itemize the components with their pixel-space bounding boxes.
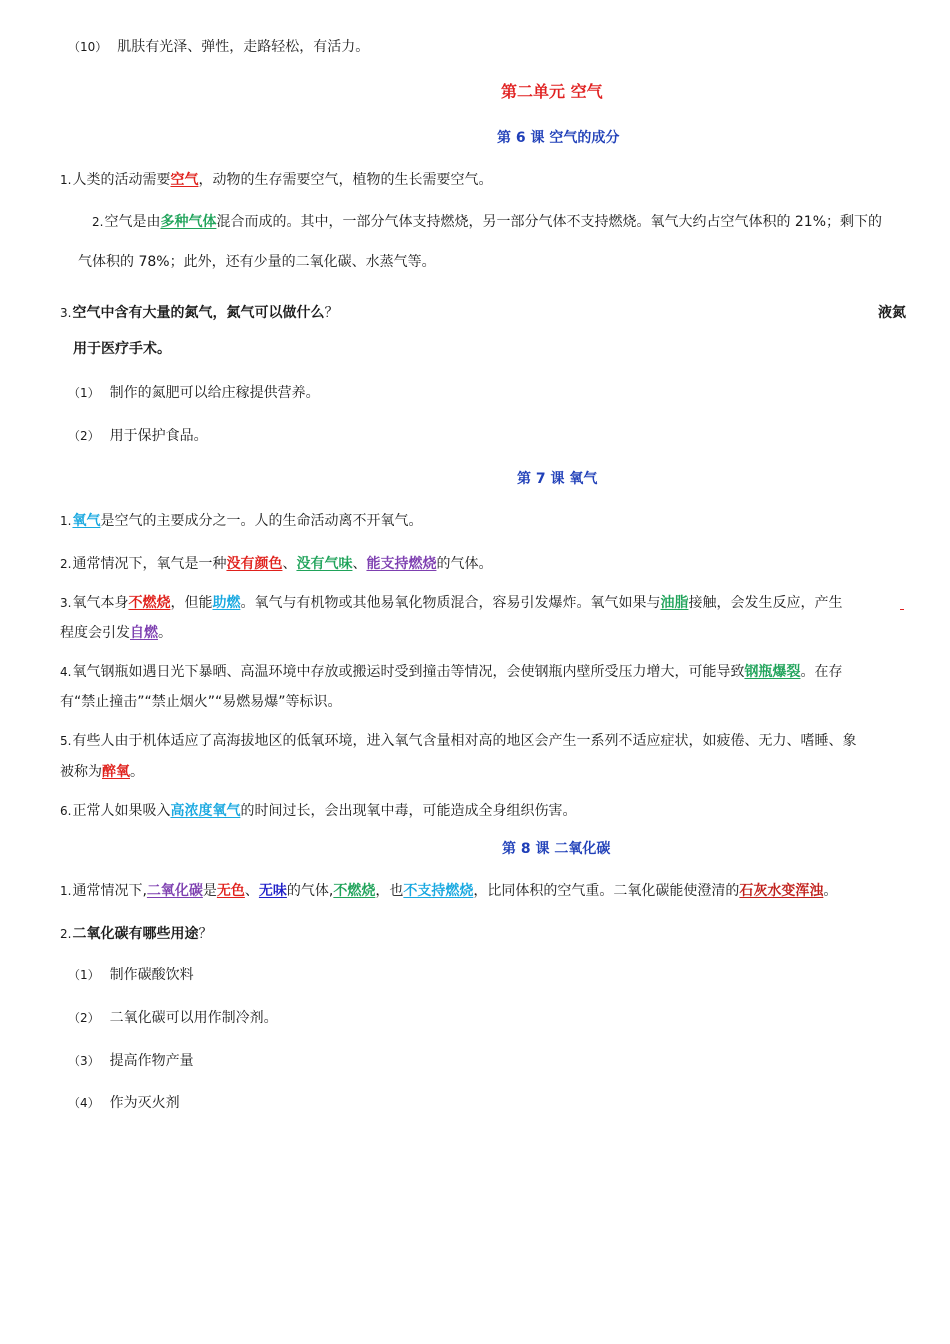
list-item xyxy=(68,1051,194,1071)
text: 通常情况下, xyxy=(72,883,147,899)
top-list-item xyxy=(68,37,369,57)
item-text: 提高作物产量 xyxy=(109,1053,194,1069)
list-item xyxy=(68,383,320,403)
para-number: 1. xyxy=(60,514,72,528)
keyword-colorless: 无色 xyxy=(216,883,245,899)
lesson7-para-1 xyxy=(60,511,422,531)
text: ，也 xyxy=(375,883,404,899)
text: 有些人由于机体适应了高海拔地区的低氧环境，进入氧气含量相对高的地区会产生一系列不适应症状，如疲倦、无力、嗜睡、象 xyxy=(72,733,857,749)
lesson7-para-6 xyxy=(60,801,576,821)
keyword-limewater-turbid: 石灰水变浑浊 xyxy=(739,883,824,899)
keyword-no-combustion-support: 不支持燃烧 xyxy=(403,883,474,899)
text: ，比同体积的空气重。二氧化碳能使澄清的 xyxy=(473,883,740,899)
lesson8-para-2 xyxy=(60,924,212,944)
lesson7-para-2 xyxy=(60,554,492,574)
text: 的气体。 xyxy=(436,556,493,572)
edit-mark xyxy=(900,609,904,610)
keyword-odorless: 没有气味 xyxy=(296,556,353,572)
text: 混合而成的。其中，一部分气体支持燃烧，另一部分气体不支持燃烧。氧气大约占空气体积的 21%；剩下的 xyxy=(216,214,883,230)
lesson7-title: 第 7 课 氧气 xyxy=(517,471,598,487)
text: 是 xyxy=(202,883,217,899)
para-number: 3. xyxy=(60,596,72,610)
item-text: 制作碳酸饮料 xyxy=(109,967,194,983)
lesson7-para-4 xyxy=(60,662,842,682)
question-mark: ？ xyxy=(198,926,213,942)
keyword-combustion-aid: 助燃 xyxy=(212,595,241,611)
lesson6-para-3 xyxy=(60,303,338,323)
item-number: （3） xyxy=(68,1054,100,1068)
keyword-carbon-dioxide: 二氧化碳 xyxy=(146,883,203,899)
para-number: 4. xyxy=(60,665,72,679)
para-number: 1. xyxy=(60,884,72,898)
keyword-oxygen: 氧气 xyxy=(72,513,101,529)
keyword-cylinder-burst: 钢瓶爆裂 xyxy=(744,664,801,680)
lesson7-para-4-cont: 有“禁止撞击”“禁止烟火”“易燃易爆”等标识。 xyxy=(60,694,342,710)
item-number: （2） xyxy=(68,429,100,443)
para-number: 2. xyxy=(60,557,72,571)
text: 。氧气与有机物或其他易氧化物质混合，容易引发爆炸。氧气如果与 xyxy=(240,595,661,611)
para-number: 5. xyxy=(60,734,72,748)
text: ，但能 xyxy=(170,595,213,611)
lesson6-para-2-cont: 气体积的 78%；此外，还有少量的二氧化碳、水蒸气等。 xyxy=(78,254,436,270)
keyword-air: 空气 xyxy=(170,172,199,188)
list-item xyxy=(68,1008,278,1028)
text: 氧气本身 xyxy=(72,595,129,611)
text: 正常人如果吸入 xyxy=(72,803,171,819)
text: 是空气的主要成分之一。人的生命活动离不开氧气。 xyxy=(100,513,423,529)
keyword-odorless: 无味 xyxy=(258,883,287,899)
question: 空气中含有大量的氮气，氮气可以做什么 xyxy=(72,305,325,321)
keyword-nonflammable: 不燃烧 xyxy=(333,883,376,899)
keyword-colorless: 没有颜色 xyxy=(226,556,283,572)
lesson7-para-5 xyxy=(60,731,856,751)
unit-title: 第二单元 空气 xyxy=(501,82,603,101)
text: 的时间过长，会出现氧中毒，可能造成全身组织伤害。 xyxy=(240,803,577,819)
text: 接触，会发生反应，产生 xyxy=(688,595,843,611)
item-number: （1） xyxy=(68,386,100,400)
para-number: 2. xyxy=(92,215,104,229)
separator: 、 xyxy=(244,883,259,899)
lesson8-para-1 xyxy=(60,881,837,901)
item-text: 肌肤有光泽、弹性，走路轻松，有活力。 xyxy=(117,39,370,55)
lesson7-para-3 xyxy=(60,593,842,613)
separator: 、 xyxy=(352,556,367,572)
lesson8-title: 第 8 课 二氧化碳 xyxy=(502,841,611,857)
text: 被称为 xyxy=(60,764,102,780)
separator: 、 xyxy=(282,556,297,572)
text: 。在存 xyxy=(800,664,843,680)
text: 空气是由 xyxy=(104,214,161,230)
keyword-gas-mix: 多种气体 xyxy=(160,214,217,230)
question: 二氧化碳有哪些用途 xyxy=(72,926,199,942)
item-text: 二氧化碳可以用作制冷剂。 xyxy=(109,1010,278,1026)
lesson6-para-2 xyxy=(92,212,882,232)
keyword-high-concentration-oxygen: 高浓度氧气 xyxy=(170,803,241,819)
text: 。 xyxy=(823,883,838,899)
list-item xyxy=(68,965,194,985)
keyword-nonflammable: 不燃烧 xyxy=(128,595,171,611)
item-text: 作为灭火剂 xyxy=(109,1095,180,1111)
item-number: （1） xyxy=(68,968,100,982)
lesson6-title: 第 6 课 空气的成分 xyxy=(497,130,620,146)
text: ，动物的生存需要空气，植物的生长需要空气。 xyxy=(198,172,493,188)
question-mark: ？ xyxy=(324,305,339,321)
para-number: 3. xyxy=(60,306,72,320)
text: 人类的活动需要 xyxy=(72,172,171,188)
lesson7-para-3-cont xyxy=(60,623,172,643)
lesson6-para-1 xyxy=(60,170,492,190)
para-number: 6. xyxy=(60,804,72,818)
lesson6-para-3-right: 液氮 xyxy=(878,305,906,321)
list-item xyxy=(68,426,208,446)
keyword-spontaneous-combustion: 自燃 xyxy=(130,625,158,641)
list-item xyxy=(68,1093,180,1113)
keyword-supports-combustion: 能支持燃烧 xyxy=(366,556,437,572)
lesson7-para-5-cont xyxy=(60,762,144,782)
text: 通常情况下，氧气是一种 xyxy=(72,556,227,572)
text: 氧气钢瓶如遇日光下暴晒、高温环境中存放或搬运时受到撞击等情况，会使钢瓶内壁所受压力增大，可能导致 xyxy=(72,664,745,680)
item-number: （4） xyxy=(68,1096,100,1110)
text: 程度会引发 xyxy=(60,625,130,641)
para-number: 1. xyxy=(60,173,72,187)
item-text: 制作的氮肥可以给庄稼提供营养。 xyxy=(109,385,320,401)
keyword-grease: 油脂 xyxy=(660,595,689,611)
lesson6-para-3-cont: 用于医疗手术。 xyxy=(73,341,171,357)
text: 的气体, xyxy=(286,883,334,899)
para-number: 2. xyxy=(60,927,72,941)
item-text: 用于保护食品。 xyxy=(109,428,208,444)
keyword-oxygen-intoxication: 醉氧 xyxy=(102,764,130,780)
text: 。 xyxy=(130,764,144,780)
item-number: （10） xyxy=(68,40,108,54)
item-number: （2） xyxy=(68,1011,100,1025)
text: 。 xyxy=(158,625,172,641)
